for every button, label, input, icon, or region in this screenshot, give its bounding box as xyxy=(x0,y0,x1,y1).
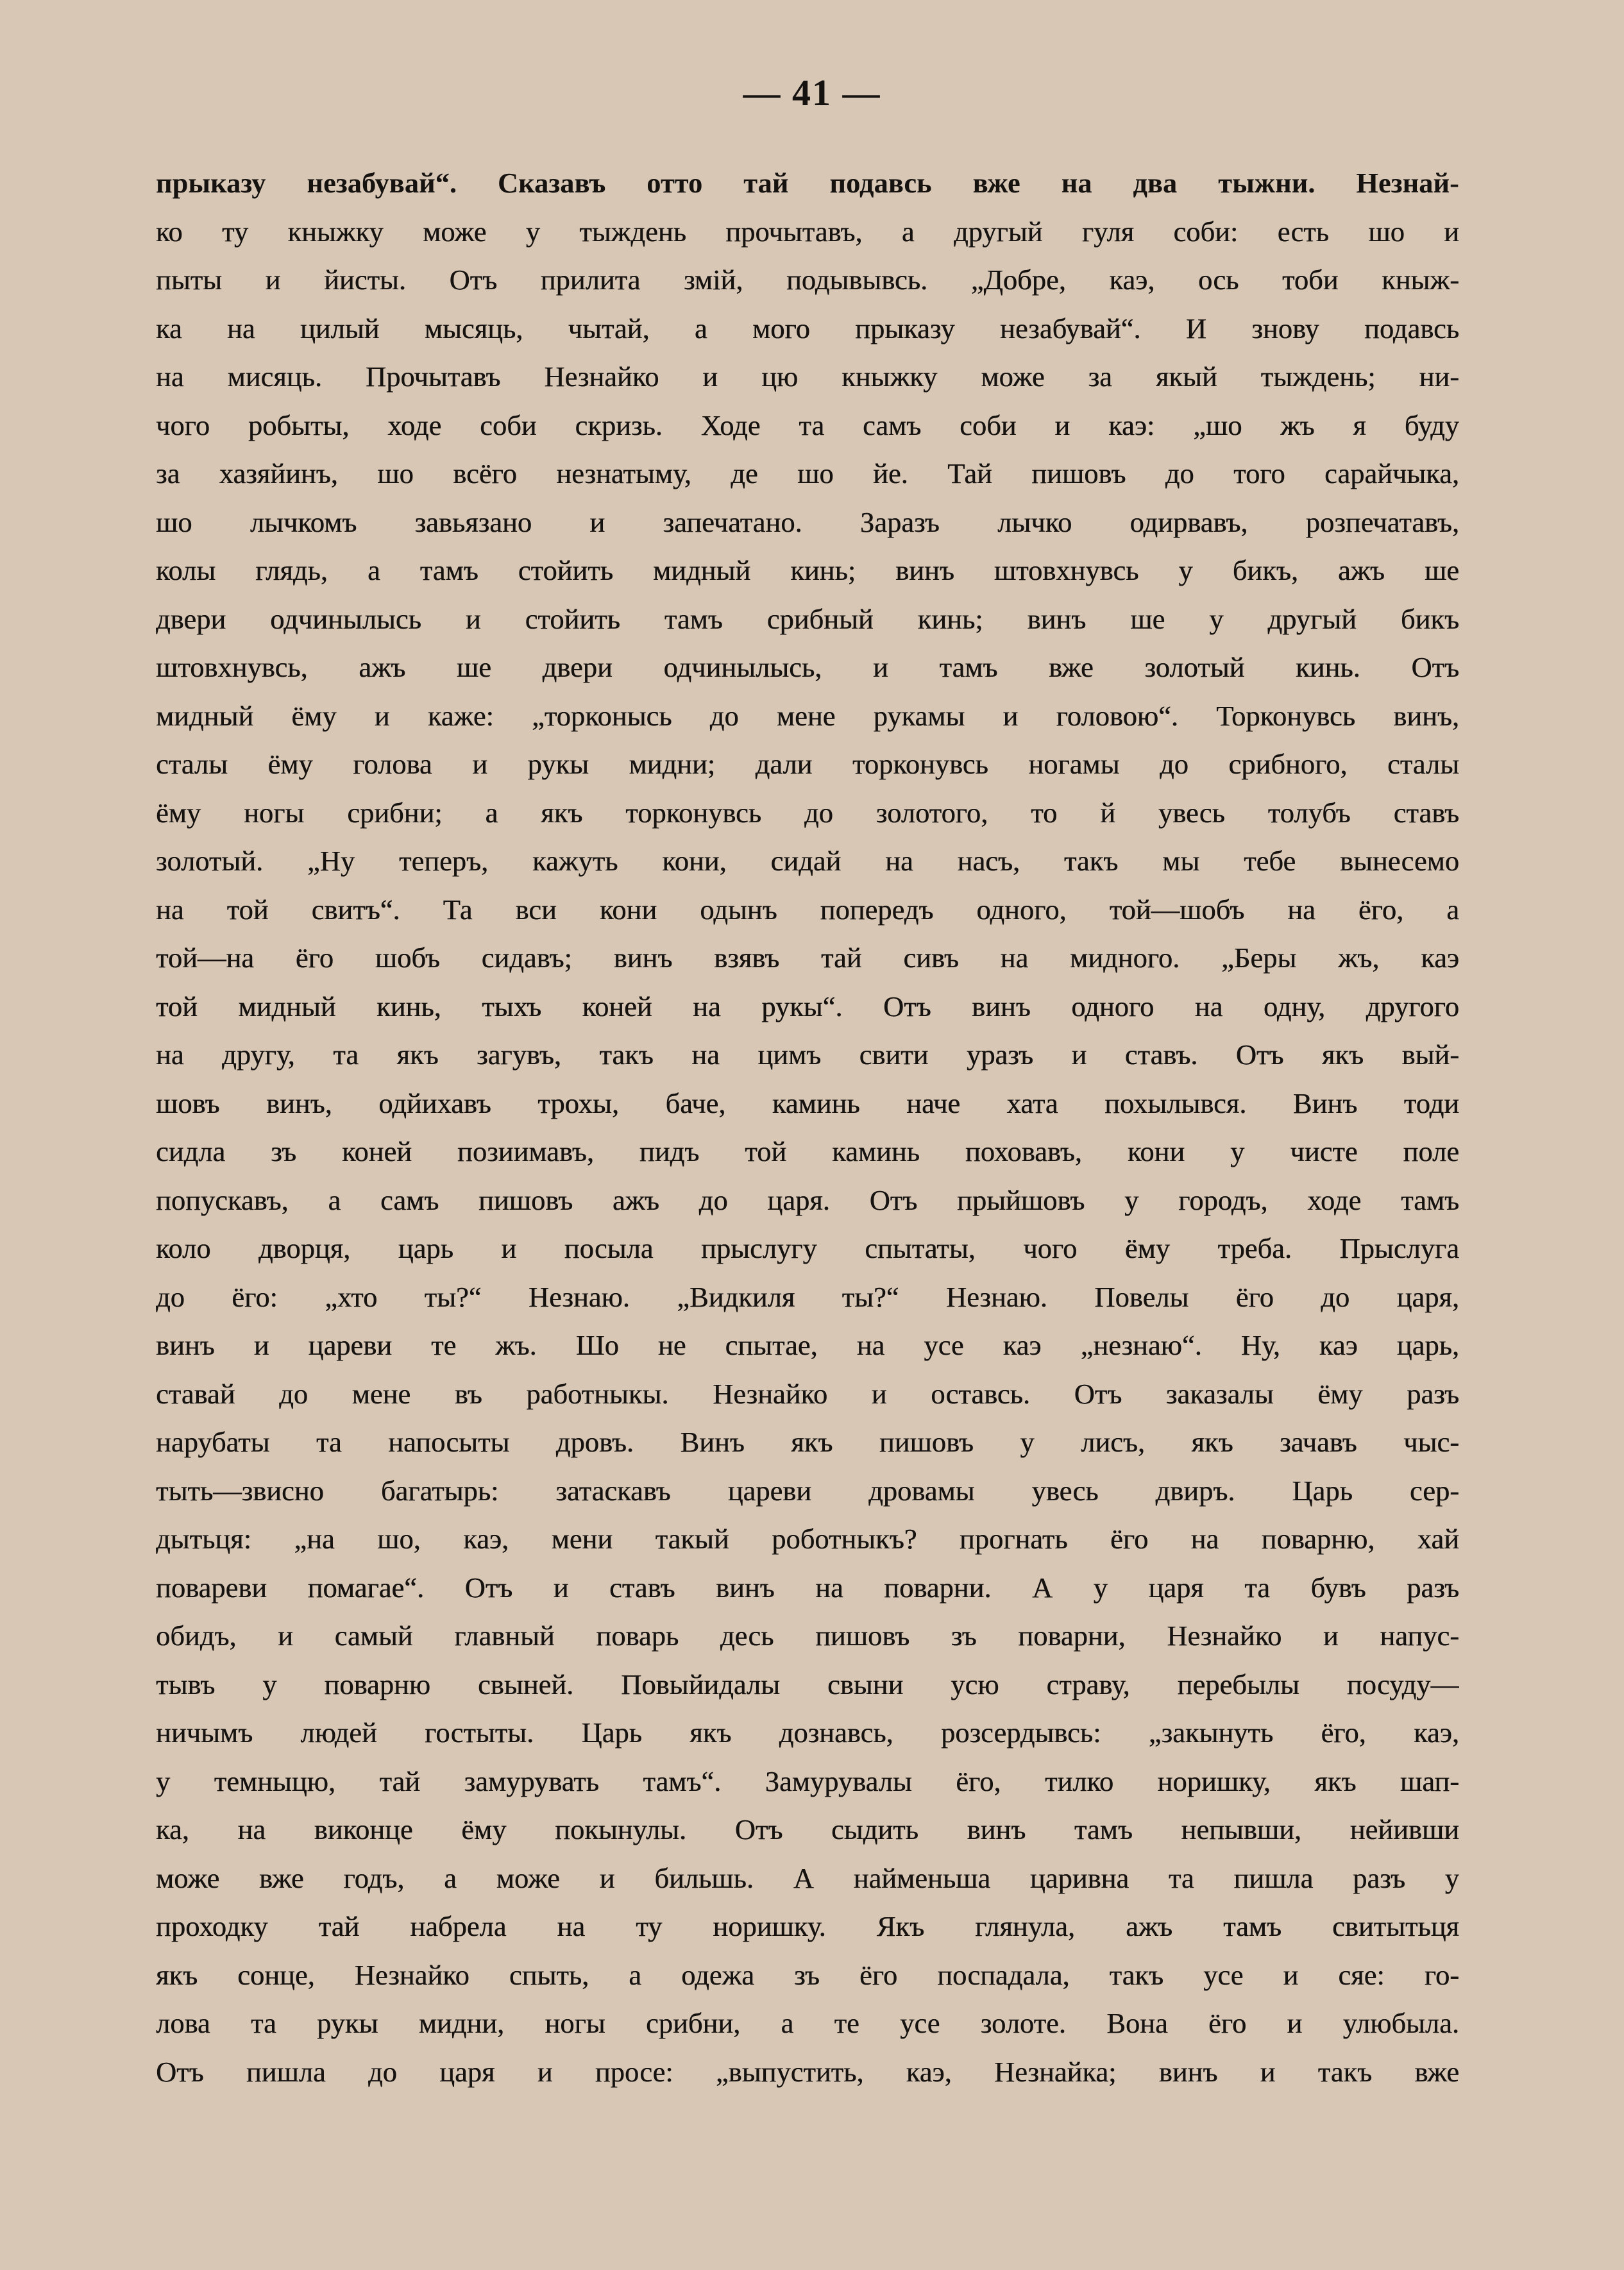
text-line: на той свитъ“. Та вси кони одынъ попередъ одного, той—шобъ на ёго, а xyxy=(156,893,1459,926)
text-line: сидла зъ коней позиимавъ, пидъ той каминь поховавъ, кони у чисте поле xyxy=(156,1135,1459,1167)
text-line: нарубаты та напосыты дровъ. Винъ якъ пишовъ у лисъ, якъ зачавъ чыс- xyxy=(156,1426,1459,1458)
text-line: лова та рукы мидни, ногы срибни, а те усе золоте. Вона ёго и улюбыла. xyxy=(156,2007,1459,2039)
text-line: винъ и цареви те жъ. Шо не спытае, на усе каэ „незнаю“. Ну, каэ царь, xyxy=(156,1329,1459,1361)
text-line: коло дворця, царь и посыла прыслугу спытаты, чого ёму треба. Прыслуга xyxy=(156,1232,1459,1264)
text-line: той мидный кинь, тыхъ коней на рукы“. Отъ винъ одного на одну, другого xyxy=(156,990,1459,1022)
body-text xyxy=(156,159,1459,2141)
text-line: ставай до мене въ работныкы. Незнайко и оставсь. Отъ заказалы ёму разъ xyxy=(156,1377,1459,1410)
text-line: до ёго: „хто ты?“ Незнаю. „Видкиля ты?“ Незнаю. Повелы ёго до царя, xyxy=(156,1280,1459,1313)
text-line: Отъ пишла до царя и просе: „выпустить, каэ, Незнайка; винъ и такъ вже xyxy=(156,2055,1459,2088)
text-line: попускавъ, а самъ пишовъ ажъ до царя. Отъ прыйшовъ у городъ, ходе тамъ xyxy=(156,1183,1459,1216)
text-line: шовъ винъ, одйихавъ трохы, баче, каминь наче хата похылывся. Винъ тоди xyxy=(156,1087,1459,1119)
text-line: чого робыты, ходе соби скризь. Ходе та самъ соби и каэ: „шо жъ я буду xyxy=(156,409,1459,441)
text-line: ко ту кныжку може у тыждень прочытавъ, а другый гуля соби: есть шо и xyxy=(156,215,1459,248)
text-line: ка на цилый мысяць, чытай, а мого прыказу незабувай“. И знову подавсь xyxy=(156,312,1459,344)
text-line: дытьця: „на шо, каэ, мени такый роботныкъ? прогнать ёго на поварню, хай xyxy=(156,1523,1459,1555)
text-line: сталы ёму голова и рукы мидни; дали торконувсь ногамы до срибного, сталы xyxy=(156,748,1459,780)
text-line: штовхнувсь, ажъ ше двери одчинылысь, и тамъ вже золотый кинь. Отъ xyxy=(156,651,1459,683)
text-line: той—на ёго шобъ сидавъ; винъ взявъ тай сивъ на мидного. „Беры жъ, каэ xyxy=(156,942,1459,974)
text-line: двери одчинылысь и стойить тамъ срибный кинь; винъ ше у другый бикъ xyxy=(156,602,1459,635)
text-line: ничымъ людей гостыты. Царь якъ дознавсь, розсердывсь: „закынуть ёго, каэ, xyxy=(156,1716,1459,1749)
text-line: тыть—звисно багатырь: затаскавъ цареви дровамы увесь двиръ. Царь сер- xyxy=(156,1474,1459,1507)
text-line: обидъ, и самый главный поварь десь пишовъ зъ поварни, Незнайко и напус- xyxy=(156,1620,1459,1652)
text-line: повареви помагае“. Отъ и ставъ винъ на поварни. А у царя та бувъ разъ xyxy=(156,1571,1459,1604)
page-number: — 41 — xyxy=(743,72,881,114)
text-line: ёму ногы срибни; а якъ торконувсь до золотого, то й увесь толубъ ставъ xyxy=(156,796,1459,829)
text-line: тывъ у поварню свыней. Повыйидалы свыни усю страву, перебылы посуду— xyxy=(156,1668,1459,1700)
text-line: колы глядь, а тамъ стойить мидный кинь; винъ штовхнувсь у бикъ, ажъ ше xyxy=(156,554,1459,586)
text-line: за хазяйинъ, шо всёго незнатыму, де шо йе. Тай пишовъ до того сарайчыка, xyxy=(156,457,1459,489)
text-line: ка, на виконце ёму покынулы. Отъ сыдить винъ тамъ непывши, нейивши xyxy=(156,1813,1459,1845)
text-line: пыты и йисты. Отъ прилита змій, подывывсь. „Добре, каэ, ось тоби кныж- xyxy=(156,264,1459,296)
text-line: на другу, та якъ загувъ, такъ на цимъ свити уразъ и ставъ. Отъ якъ вый- xyxy=(156,1038,1459,1071)
text-line: золотый. „Ну теперъ, кажуть кони, сидай на насъ, такъ мы тебе вынесемо xyxy=(156,845,1459,877)
text-line: прыказу незабувай“. Сказавъ отто тай подавсь вже на два тыжни. Незнай- xyxy=(156,167,1459,199)
text-line: на мисяць. Прочытавъ Незнайко и цю кныжку може за якый тыждень; ни- xyxy=(156,360,1459,393)
text-line: у темныцю, тай замурувать тамъ“. Замурувалы ёго, тилко норишку, якъ шап- xyxy=(156,1765,1459,1797)
text-line: може вже годъ, а може и бильшь. А найменьша царивна та пишла разъ у xyxy=(156,1861,1459,1894)
text-line: якъ сонце, Незнайко спыть, а одежа зъ ёго поспадала, такъ усе и сяе: го- xyxy=(156,1958,1459,1991)
text-line: проходку тай набрела на ту норишку. Якъ глянула, ажъ тамъ свитытьця xyxy=(156,1910,1459,1942)
text-line: мидный ёму и каже: „торконысь до мене рукамы и головою“. Торконувсь винъ, xyxy=(156,699,1459,732)
text-line: шо лычкомъ завьязано и запечатано. Заразъ лычко одирвавъ, розпечатавъ, xyxy=(156,505,1459,538)
